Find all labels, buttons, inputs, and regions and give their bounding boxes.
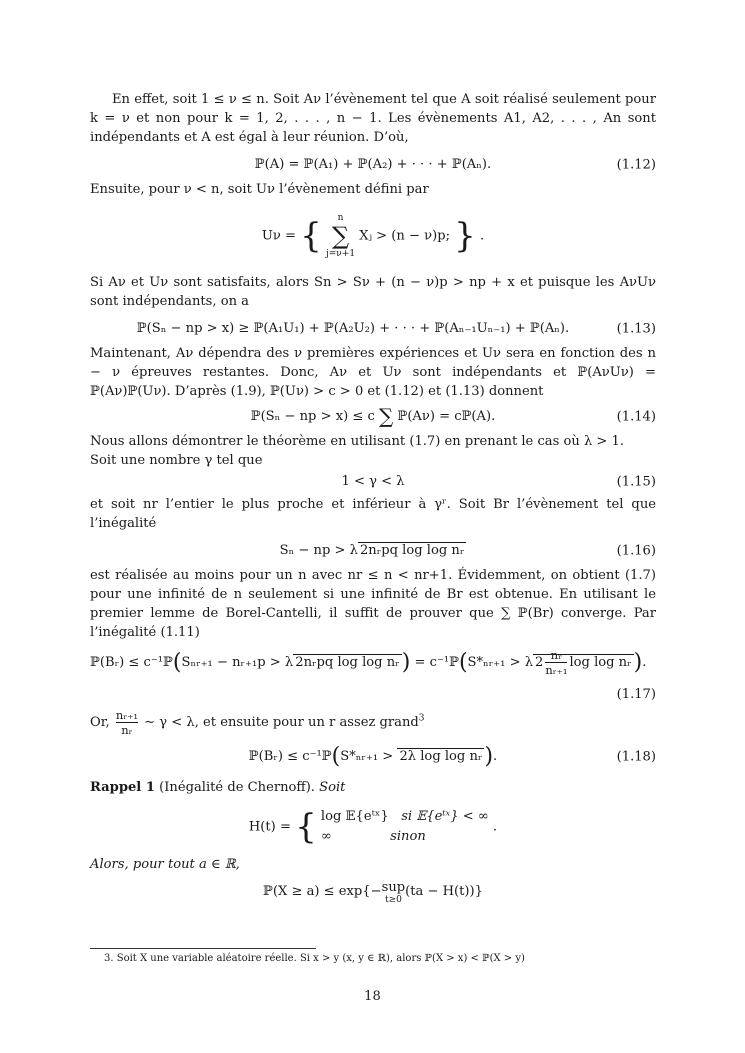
fraction-num: nᵣ₊₁ [115,708,138,722]
paragraph-6: et soit nr l’entier le plus proche et inférieur à γʳ. Soit Br l’évènement tel que l’inégalité [90,497,656,531]
left-paren: ( [172,650,182,675]
equation-1-12 [90,155,656,174]
paragraph-2: Ensuite, pour ν < n, soit Uν l’évènement défini par [90,182,429,197]
equation-number: (1.12) [616,157,656,172]
page-content [90,90,656,912]
left-paren: ( [331,744,341,769]
equation-part-a: ℙ(Bᵣ) ≤ c⁻¹ℙ [248,749,332,764]
equation-body-a: ℙ(Sₙ − np > x) ≤ c [250,409,375,424]
fraction-den: nᵣ [116,722,138,737]
case-1-value: log 𝔼{eᵗˣ} [320,809,389,824]
equation-chernoff [90,882,656,906]
equation-body: ℙ(A) = ℙ(A₁) + ℙ(A₂) + · · · + ℙ(Aₙ). [254,157,492,172]
para8-prefix: Or, [90,715,110,730]
equation-number: (1.18) [616,749,656,764]
equation-body: 1 < γ < λ [341,474,405,489]
equation-tail: . [493,749,498,764]
equation-1-14 [90,404,656,428]
fraction [545,648,567,677]
page-number: 18 [364,989,381,1004]
sqrt-term: 2λ log log nᵣ [399,749,483,764]
para8-suffix: ∼ γ < λ, et ensuite pour un r assez grand [144,715,419,730]
equation-1-15 [90,472,656,491]
sup-operator [382,882,406,906]
equation-part-d: S*ₙᵣ₊₁ > λ [467,655,534,670]
equation-h-t [90,805,656,849]
case-2 [321,827,489,847]
right-paren: ) [484,744,494,769]
equation-body-b: ℙ(Aν) = cℙ(A). [397,409,496,424]
sum-symbol: n ∑ j=ν+1 [325,213,356,259]
paragraph-3: Si Aν et Uν sont satisfaits, alors Sn > Sν + (n − ν)p > np + x et puisque les AνUν sont indépendants, on a [90,275,656,309]
equation-number: (1.14) [616,409,656,424]
equation-1-13 [90,319,656,338]
sum-lower: j=ν+1 [325,249,356,259]
fraction-num: nᵣ [550,648,563,662]
sqrt-lead: 2 [535,655,544,670]
equation-number: (1.13) [616,321,656,336]
rappel-soit: Soit [319,780,346,795]
right-paren: ) [401,650,411,675]
footnote-rule [90,948,316,949]
equation-part-b: Sₙᵣ₊₁ − nᵣ₊₁p > λ [181,655,294,670]
paragraph-5a: Nous allons démontrer le théorème en utilisant (1.7) en prenant le cas où λ > 1. [90,434,625,449]
paragraph-8 [90,708,656,737]
equation-part-a: ℙ(X ≥ a) ≤ exp{− [263,884,382,899]
cases [321,807,489,847]
paragraph-7: est réalisée au moins pour un n avec nr ≤ n < nr+1. Évidemment, on obtient (1.7) pour une infinité de n seulement si une infinité de Br est obtenue. En utilisant le premier lemme de Borel-Cantelli, il suffit de prouver que ∑ ℙ(Br) converge. Par l’inégalité (1.11) [90,568,656,640]
sup-subscript: t≥0 [384,895,402,905]
case-2-condition: sinon [390,829,426,844]
equation-tail: . [479,228,485,244]
sum-upper: n [337,213,344,223]
fraction [116,708,138,737]
rappel-paren: (Inégalité de Chernoff). [159,780,315,795]
equation-number: (1.15) [616,474,656,489]
equation-u-nu [90,205,656,267]
equation-lhs: Uν = [261,228,296,244]
sqrt-term-2 [533,648,634,677]
equation-1-16 [90,541,656,560]
rappel-heading [90,778,656,797]
footnote: 3. Soit X une variable aléatoire réelle. Si x > y (x, y ∈ ℝ), alors ℙ(X > x) < ℙ(X > y) [104,953,525,964]
equation-number: (1.16) [616,543,656,558]
equation-part-c: = c⁻¹ℙ [414,655,459,670]
equation-part-b: (ta − H(t))} [405,884,483,899]
left-brace: { [295,807,317,847]
paragraph-9: Alors, pour tout a ∈ ℝ, [90,857,240,872]
equation-tail: . [492,819,498,835]
right-brace: } [454,216,476,256]
equation-part-a: ℙ(Bᵣ) ≤ c⁻¹ℙ [90,655,173,670]
paragraph-4: Maintenant, Aν dépendra des ν premières expériences et Uν sera en fonction des n − ν épreuves restantes. Donc, Aν et Uν sont indépendants et ℙ(AνUν) = ℙ(Aν)ℙ(Uν). D’après (1.9), ℙ(Uν) > c > 0 et (1.12) et (1.13) donnent [90,346,656,399]
equation-body: Sₙ − np > λ [279,543,358,558]
equation-body: Xⱼ > (n − ν)p; [359,228,450,244]
equation-1-17: ℙ(Bᵣ) ≤ c⁻¹ℙ(Sₙᵣ₊₁ − nᵣ₊₁p > λ 2nᵣpq log log nᵣ) = c⁻¹ℙ(S*ₙᵣ₊₁ > λ 2 $\frac{\text{nᵣ}}{\text{nᵣ₊₁}}$ log log nᵣ). (1.17) [90,648,656,702]
sqrt-tail: log log nᵣ [569,655,632,670]
sum-symbol: ∑ [379,404,394,428]
right-paren-2: ) [633,650,643,675]
equation-body: ℙ(Sₙ − np > x) ≥ ℙ(A₁U₁) + ℙ(A₂U₂) + · · · + ℙ(Aₙ₋₁Uₙ₋₁) + ℙ(Aₙ). [136,321,570,336]
sqrt-term: 2nᵣpq log log nᵣ [359,543,465,558]
case-1 [321,807,489,827]
left-brace: { [300,216,322,256]
rappel-title: Rappel 1 [90,780,155,795]
equation-1-18 [90,744,656,769]
paragraph-1: En effet, soit 1 ≤ ν ≤ n. Soit Aν l’évènement tel que A soit réalisé seulement pour k = ν et non pour k = 1, 2, . . . , n − 1. Les évènements A1, A2, . . . , An sont indépendants et A est égal à leur réunion. D’où, [90,92,656,145]
left-paren-2: ( [458,650,468,675]
sqrt-term-1: 2nᵣpq log log nᵣ [295,655,400,670]
equation-part-b: S*ₙᵣ₊₁ > [340,749,394,764]
footnote-ref: 3 [418,713,425,724]
fraction-den: nᵣ₊₁ [545,663,568,677]
case-2-value: ∞ [320,829,332,844]
equation-number: (1.17) [616,687,656,702]
sup-label: sup [381,880,406,895]
case-1-condition: si 𝔼{eᵗˣ} < ∞ [401,809,489,824]
paragraph-5b: Soit une nombre γ tel que [90,453,263,468]
equation-lhs: H(t) = [248,819,291,835]
